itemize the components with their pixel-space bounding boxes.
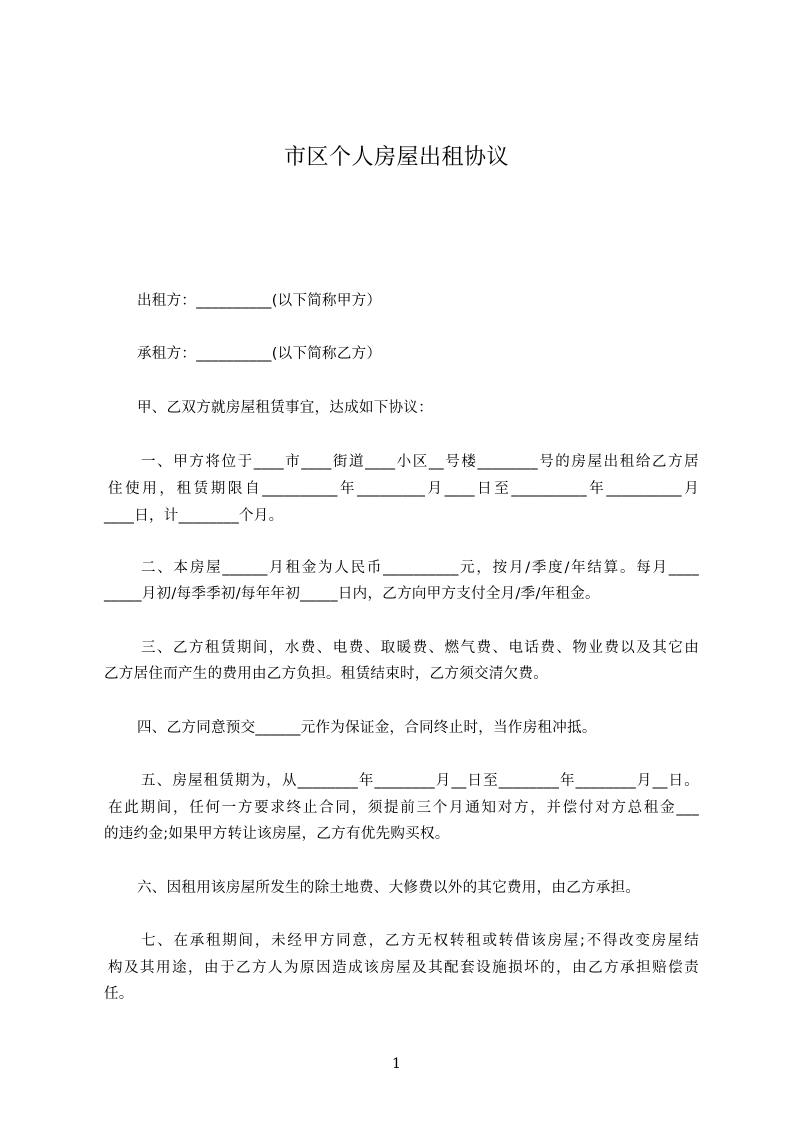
clause-7-line-1: 七、在承租期间，未经甲方同意，乙方无权转租或转借该房屋;不得改变房屋结 — [141, 933, 699, 949]
agreement-intro: 甲、乙双方就房屋租赁事宜，达成如下协议： — [137, 400, 433, 416]
clause-1-line-3: ____日，计________个月。 — [104, 508, 284, 524]
clause-1-line-2: 住使用，租赁期限自__________年_________月____日至__________年__________月 — [108, 481, 699, 497]
document-title: 市区个人房屋出租协议 — [283, 145, 509, 170]
clause-2-line-2: _____月初/每季季初/每年年初_____日内，乙方向甲方支付全月/季/年租金。 — [104, 586, 600, 602]
clause-7-line-3: 任。 — [104, 986, 134, 1002]
clause-6-line-1: 六、因租用该房屋所发生的除土地费、大修费以外的其它费用，由乙方承担。 — [137, 880, 641, 896]
clause-5-line-3: 的违约金;如果甲方转让该房屋，乙方有优先购买权。 — [104, 826, 450, 842]
clause-1-line-1: 一、甲方将位于____市____街道____小区__号楼________号的房屋出租给乙方居 — [141, 454, 699, 470]
clause-3-line-2: 乙方居住而产生的费用由乙方负担。租赁结束时，乙方须交清欠费。 — [104, 666, 548, 682]
clause-4-line-1: 四、乙方同意预交______元作为保证金，合同终止时，当作房租冲抵。 — [137, 720, 597, 736]
clause-7-line-2: 构及其用途，由于乙方人为原因造成该房屋及其配套设施损坏的，由乙方承担赔偿责 — [108, 960, 699, 976]
page-number: 1 — [392, 1056, 401, 1072]
lessee-line: 承租方：__________(以下简称乙方） — [137, 346, 382, 362]
clause-2-line-1: 二、本房屋______月租金为人民币__________元，按月/季度/年结算。每月____ — [141, 560, 699, 576]
clause-3-line-1: 三、乙方租赁期间，水费、电费、取暖费、燃气费、电话费、物业费以及其它由 — [141, 640, 699, 656]
lessor-line: 出租方：__________(以下简称甲方） — [137, 293, 382, 309]
clause-5-line-2: 在此期间，任何一方要求终止合同，须提前三个月通知对方，并偿付对方总租金___ — [108, 800, 699, 816]
clause-5-line-1: 五、房屋租赁期为，从________年________月__日至________年________月__日。 — [141, 773, 699, 789]
